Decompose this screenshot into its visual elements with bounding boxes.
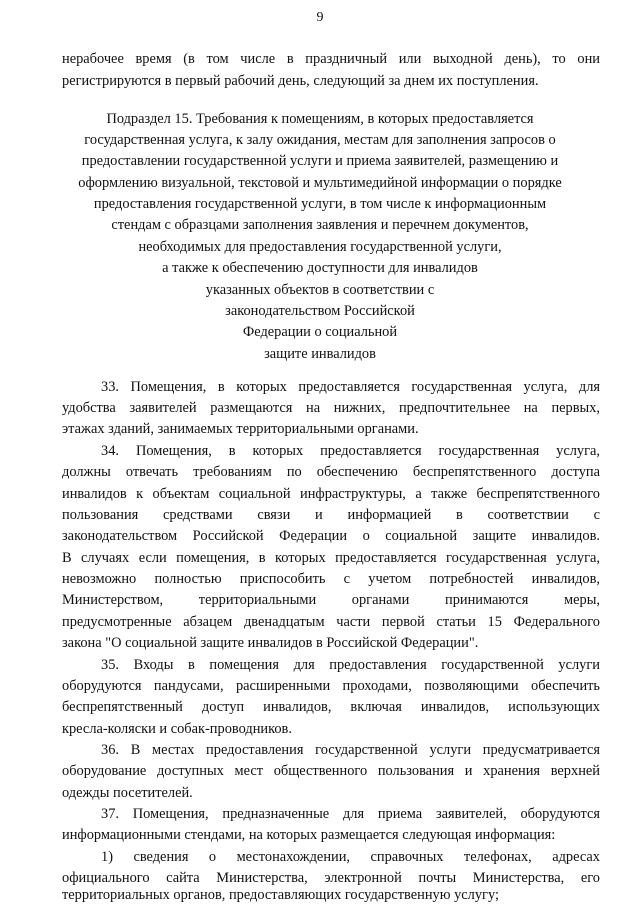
paragraph-line: закона "О социальной защите инвалидов в Российской Федерации". bbox=[62, 635, 479, 651]
subsection-title-line: а также к обеспечению доступности для инвалидов bbox=[162, 260, 478, 276]
paragraph-line: должны отвечать требованиям по обеспечению беспрепятственного доступа bbox=[62, 464, 600, 480]
paragraph-line: невозможно полностью приспособить с учетом потребностей инвалидов, bbox=[62, 571, 600, 587]
subsection-title-line: указанных объектов в соответствии с bbox=[205, 282, 435, 298]
paragraph-line: информационными стендами, на которых размещается следующая информация: bbox=[62, 827, 556, 843]
subsection-title-line: защите инвалидов bbox=[264, 346, 376, 362]
paragraph-line: беспрепятственный доступ инвалидов, включая инвалидов, использующих bbox=[62, 699, 600, 715]
paragraph-line: 1) сведения о местонахождении, справочных телефонах, адресах bbox=[101, 849, 600, 865]
paragraph-line: территориальных органов, предоставляющих государственную услугу; bbox=[62, 887, 499, 903]
paragraph-line: 37. Помещения, предназначенные для приема заявителей, оборудуются bbox=[101, 806, 600, 822]
paragraph-line: оборудование доступных мест общественного пользования и хранения верхней bbox=[62, 763, 600, 779]
paragraph-line: официального сайта Министерства, электронной почты Министерства, его bbox=[62, 870, 600, 886]
paragraph-line: одежды посетителей. bbox=[62, 785, 193, 801]
paragraph-line: законодательством Российской Федерации о социальной защите инвалидов. bbox=[62, 528, 600, 544]
paragraph-line: оборудуются пандусами, расширенными проходами, позволяющими обеспечить bbox=[62, 678, 600, 694]
paragraph-line: предусмотренные абзацем двенадцатым части первой статьи 15 Федерального bbox=[62, 614, 600, 630]
subsection-title-line: Подраздел 15. Требования к помещениям, в которых предоставляется bbox=[106, 111, 534, 127]
paragraph-line: 33. Помещения, в которых предоставляется государственная услуга, для bbox=[101, 379, 600, 395]
subsection-title-line: предоставлении государственной услуги и приема заявителей, размещению и bbox=[81, 153, 559, 169]
page-number: 9 bbox=[316, 10, 324, 25]
paragraph-line: 34. Помещения, в которых предоставляется государственная услуга, bbox=[101, 443, 600, 459]
subsection-title-line: предоставления государственной услуги, в том числе к информационным bbox=[93, 196, 547, 212]
subsection-title-line: стендам с образцами заполнения заявления и перечнем документов, bbox=[111, 217, 529, 233]
subsection-title-line: Федерации о социальной bbox=[242, 324, 398, 340]
paragraph-line: 35. Входы в помещения для предоставления государственной услуги bbox=[101, 657, 600, 673]
text-line: регистрируются в первый рабочий день, следующий за днем их поступления. bbox=[62, 73, 539, 89]
paragraph-line: В случаях если помещения, в которых предоставляется государственная услуга, bbox=[62, 550, 600, 566]
paragraph-line: удобства заявителей размещаются на нижних, предпочтительнее на первых, bbox=[62, 400, 600, 416]
paragraph-line: пользования средствами связи и информацией в соответствии с bbox=[62, 507, 600, 523]
paragraph-line: этажах зданий, занимаемых территориальными органами. bbox=[62, 421, 419, 437]
paragraph-line: кресла-коляски и собак-проводников. bbox=[62, 721, 292, 737]
paragraph-line: Министерством, территориальными органами принимаются меры, bbox=[62, 592, 600, 608]
subsection-title-line: законодательством Российской bbox=[225, 303, 415, 319]
subsection-title-line: необходимых для предоставления государственной услуги, bbox=[138, 239, 502, 255]
subsection-title-line: оформлению визуальной, текстовой и мультимедийной информации о порядке bbox=[78, 175, 562, 191]
text-line: нерабочее время (в том числе в праздничный или выходной день), то они bbox=[62, 51, 600, 67]
subsection-title-line: государственная услуга, к залу ожидания, местам для заполнения запросов о bbox=[84, 132, 556, 148]
paragraph-line: 36. В местах предоставления государственной услуги предусматривается bbox=[101, 742, 600, 758]
paragraph-line: инвалидов к объектам социальной инфраструктуры, а также беспрепятственного bbox=[62, 486, 600, 502]
